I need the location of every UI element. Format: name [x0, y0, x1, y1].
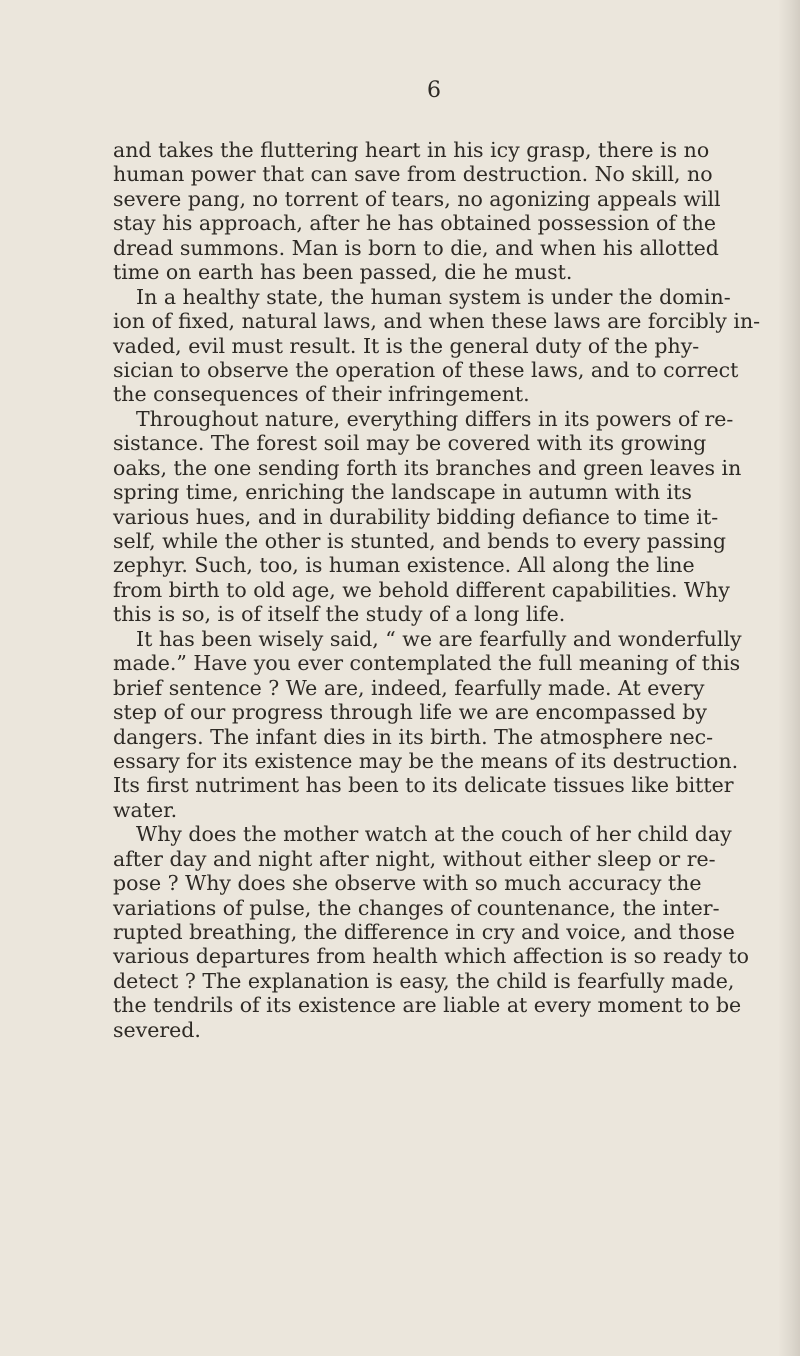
text-line: rupted breathing, the difference in cry and voice, and those [113, 920, 735, 944]
text-line: pose ? Why does she observe with so much accuracy the [113, 871, 702, 896]
text-line: zephyr. Such, too, is human existence. All along the line [113, 553, 695, 578]
text-line: time on earth has been passed, die he must. [113, 260, 573, 285]
text-line: made.” Have you ever contemplated the full meaning of this [113, 651, 741, 676]
text-line: after day and night after night, without either sleep or re- [113, 846, 716, 871]
body-text [113, 138, 761, 1042]
text-line: the tendrils of its existence are liable at every moment to be [113, 993, 742, 1018]
text-line: Why does the mother watch at the couch of her child day [136, 822, 732, 847]
text-line: step of our progress through life we are encompassed by [113, 700, 708, 725]
text-line: oaks, the one sending forth its branches and green leaves in [113, 455, 742, 480]
text-line: It has been wisely said, “ we are fearfully and wonderfully [136, 626, 742, 651]
text-line: various hues, and in durability bidding defiance to time it- [113, 504, 719, 529]
page-edge-shadow [778, 0, 800, 1356]
text-line: and takes the fluttering heart in his icy grasp, there is no [113, 138, 710, 162]
text-line: stay his approach, after he has obtained possession of the [113, 211, 716, 236]
text-line: In a healthy state, the human system is under the domin- [136, 284, 731, 309]
text-line: water. [113, 797, 178, 822]
text-line: Its first nutriment has been to its delicate tissues like bitter [113, 773, 734, 798]
text-line: vaded, evil must result. It is the general duty of the phy- [113, 333, 700, 358]
text-line: various departures from health which affection is so ready to [113, 944, 749, 969]
text-line: sician to observe the operation of these laws, and to correct [113, 357, 739, 382]
text-line: from birth to old age, we behold different capabilities. Why [113, 577, 730, 602]
text-line: sistance. The forest soil may be covered with its growing [113, 431, 707, 456]
text-line: self, while the other is stunted, and bends to every passing [113, 529, 726, 553]
text-line: spring time, enriching the landscape in autumn with its [113, 480, 692, 505]
text-line: brief sentence ? We are, indeed, fearfully made. At every [113, 675, 705, 700]
text-line: detect ? The explanation is easy, the child is fearfully made, [113, 968, 735, 993]
text-line: ion of fixed, natural laws, and when these laws are forcibly in- [113, 309, 761, 334]
text-line: severe pang, no torrent of tears, no agonizing appeals will [113, 186, 721, 211]
text-line: variations of pulse, the changes of countenance, the inter- [113, 895, 720, 920]
text-line: dangers. The infant dies in its birth. The atmosphere nec- [113, 724, 714, 749]
text-line: dread summons. Man is born to die, and when his allotted [113, 235, 719, 260]
text-line: human power that can save from destruction. No skill, no [113, 162, 713, 187]
text-line: Throughout nature, everything differs in its powers of re- [136, 406, 734, 431]
text-line: this is so, is of itself the study of a long life. [113, 602, 566, 627]
text-line: severed. [113, 1017, 201, 1042]
text-line: essary for its existence may be the means of its destruction. [113, 748, 739, 773]
page-number: 6 [427, 78, 441, 103]
text-line: the consequences of their infringement. [113, 382, 530, 407]
